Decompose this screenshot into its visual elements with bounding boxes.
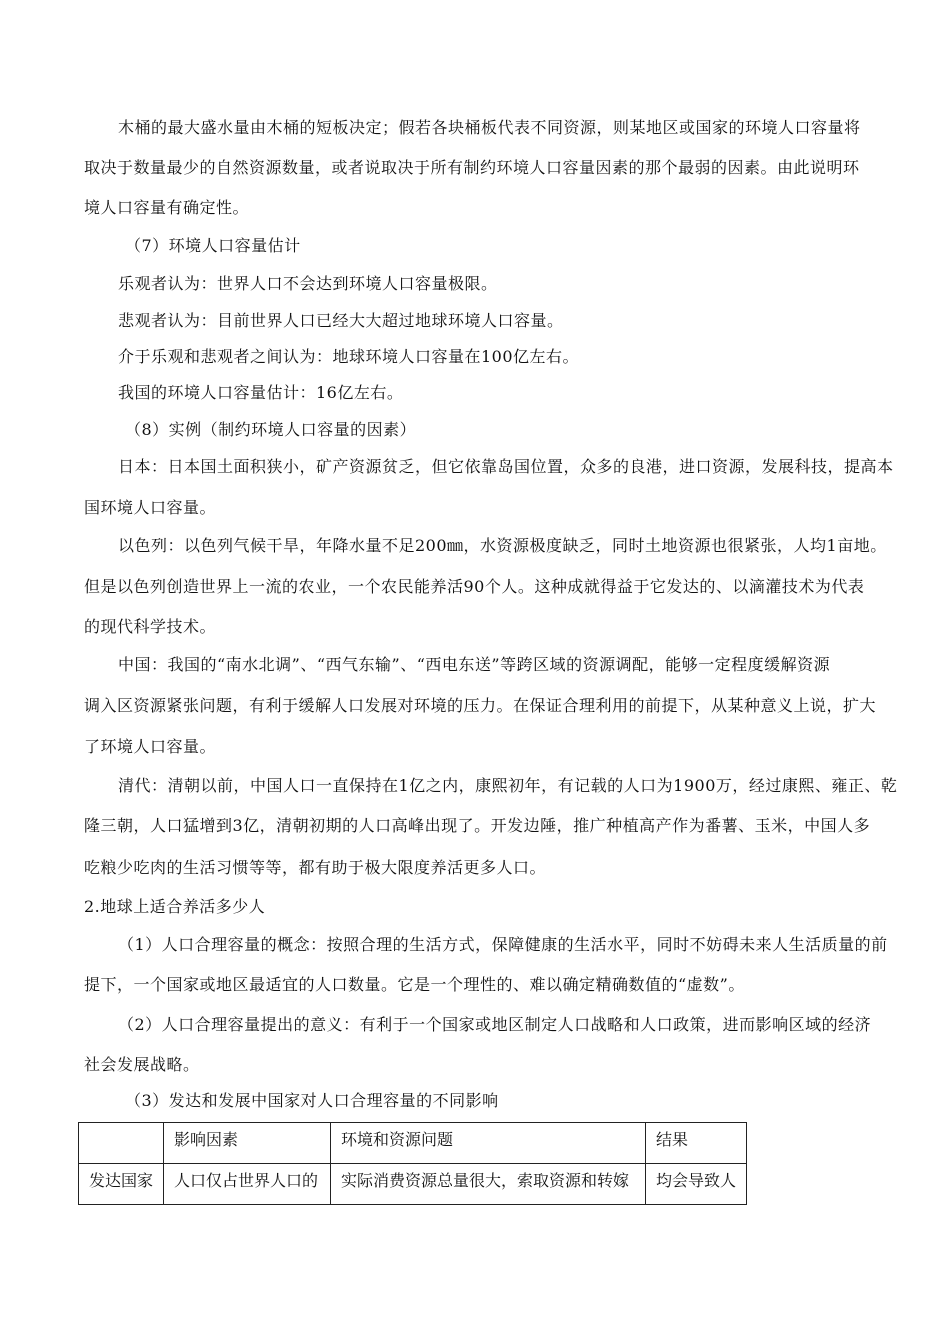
section-heading: （3）发达和发展中国家对人口合理容量的不同影响 (125, 1091, 499, 1110)
paragraph-line: （1）人口合理容量的概念：按照合理的生活方式，保障健康的生活水平，同时不妨碍未来人生活质量的前 (118, 935, 888, 954)
paragraph-line: 悲观者认为：目前世界人口已经大大超过地球环境人口容量。 (118, 311, 564, 330)
paragraph-line: 取决于数量最少的自然资源数量，或者说取决于所有制约环境人口容量因素的那个最弱的因素。由此说明环 (84, 158, 860, 177)
table-header-cell: 环境和资源问题 (331, 1123, 646, 1164)
table-header-row (79, 1123, 747, 1164)
paragraph-line: 清代：清朝以前，中国人口一直保持在1亿之内，康熙初年，有记载的人口为1900万，经过康熙、雍正、乾 (118, 776, 898, 795)
comparison-table (78, 1122, 747, 1205)
paragraph-line: 社会发展战略。 (84, 1055, 200, 1074)
section-heading: （7）环境人口容量估计 (125, 236, 301, 255)
paragraph-line: 了环境人口容量。 (84, 737, 217, 756)
table-cell: 均会导致人 (646, 1164, 747, 1205)
table-header-cell: 影响因素 (164, 1123, 331, 1164)
table-header-cell (79, 1123, 164, 1164)
table-cell: 发达国家 (79, 1164, 164, 1205)
paragraph-line: 乐观者认为：世界人口不会达到环境人口容量极限。 (118, 274, 498, 293)
section-heading: 2.地球上适合养活多少人 (84, 897, 266, 916)
table-cell: 人口仅占世界人口的 (164, 1164, 331, 1205)
paragraph-line: （2）人口合理容量提出的意义：有利于一个国家或地区制定人口战略和人口政策，进而影响区域的经济 (118, 1015, 872, 1034)
paragraph-line: 中国：我国的“南水北调”、“西气东输”、“西电东送”等跨区域的资源调配，能够一定程度缓解资源 (118, 655, 831, 674)
paragraph-line: 以色列：以色列气候干旱，年降水量不足200㎜，水资源极度缺乏，同时土地资源也很紧张，人均1亩地。 (118, 536, 887, 555)
paragraph-line: 境人口容量有确定性。 (84, 198, 250, 217)
paragraph-line: 日本：日本国土面积狭小，矿产资源贫乏，但它依靠岛国位置，众多的良港，进口资源，发展科技，提高本 (118, 457, 894, 476)
paragraph-line: 吃粮少吃肉的生活习惯等等，都有助于极大限度养活更多人口。 (84, 858, 547, 877)
paragraph-line: 我国的环境人口容量估计：16亿左右。 (118, 383, 404, 402)
paragraph-line: 提下，一个国家或地区最适宜的人口数量。它是一个理性的、难以确定精确数值的“虚数”。 (84, 975, 745, 994)
paragraph-line: 介于乐观和悲观者之间认为：地球环境人口容量在100亿左右。 (118, 347, 580, 366)
paragraph-line: 隆三朝，人口猛增到3亿，清朝初期的人口高峰出现了。开发边陲，推广种植高产作为番薯、玉米，中国人多 (84, 816, 871, 835)
section-heading: （8）实例（制约环境人口容量的因素） (125, 420, 417, 439)
table-cell: 实际消费资源总量很大，索取资源和转嫁 (331, 1164, 646, 1205)
paragraph-line: 木桶的最大盛水量由木桶的短板决定；假若各块桶板代表不同资源，则某地区或国家的环境人口容量将 (118, 118, 861, 137)
paragraph-line: 但是以色列创造世界上一流的农业，一个农民能养活90个人。这种成就得益于它发达的、以滴灌技术为代表 (84, 577, 865, 596)
table-header-cell: 结果 (646, 1123, 747, 1164)
paragraph-line: 国环境人口容量。 (84, 498, 217, 517)
paragraph-line: 的现代科学技术。 (84, 617, 217, 636)
table-row (79, 1164, 747, 1205)
paragraph-line: 调入区资源紧张问题，有利于缓解人口发展对环境的压力。在保证合理利用的前提下，从某种意义上说，扩大 (84, 696, 877, 715)
